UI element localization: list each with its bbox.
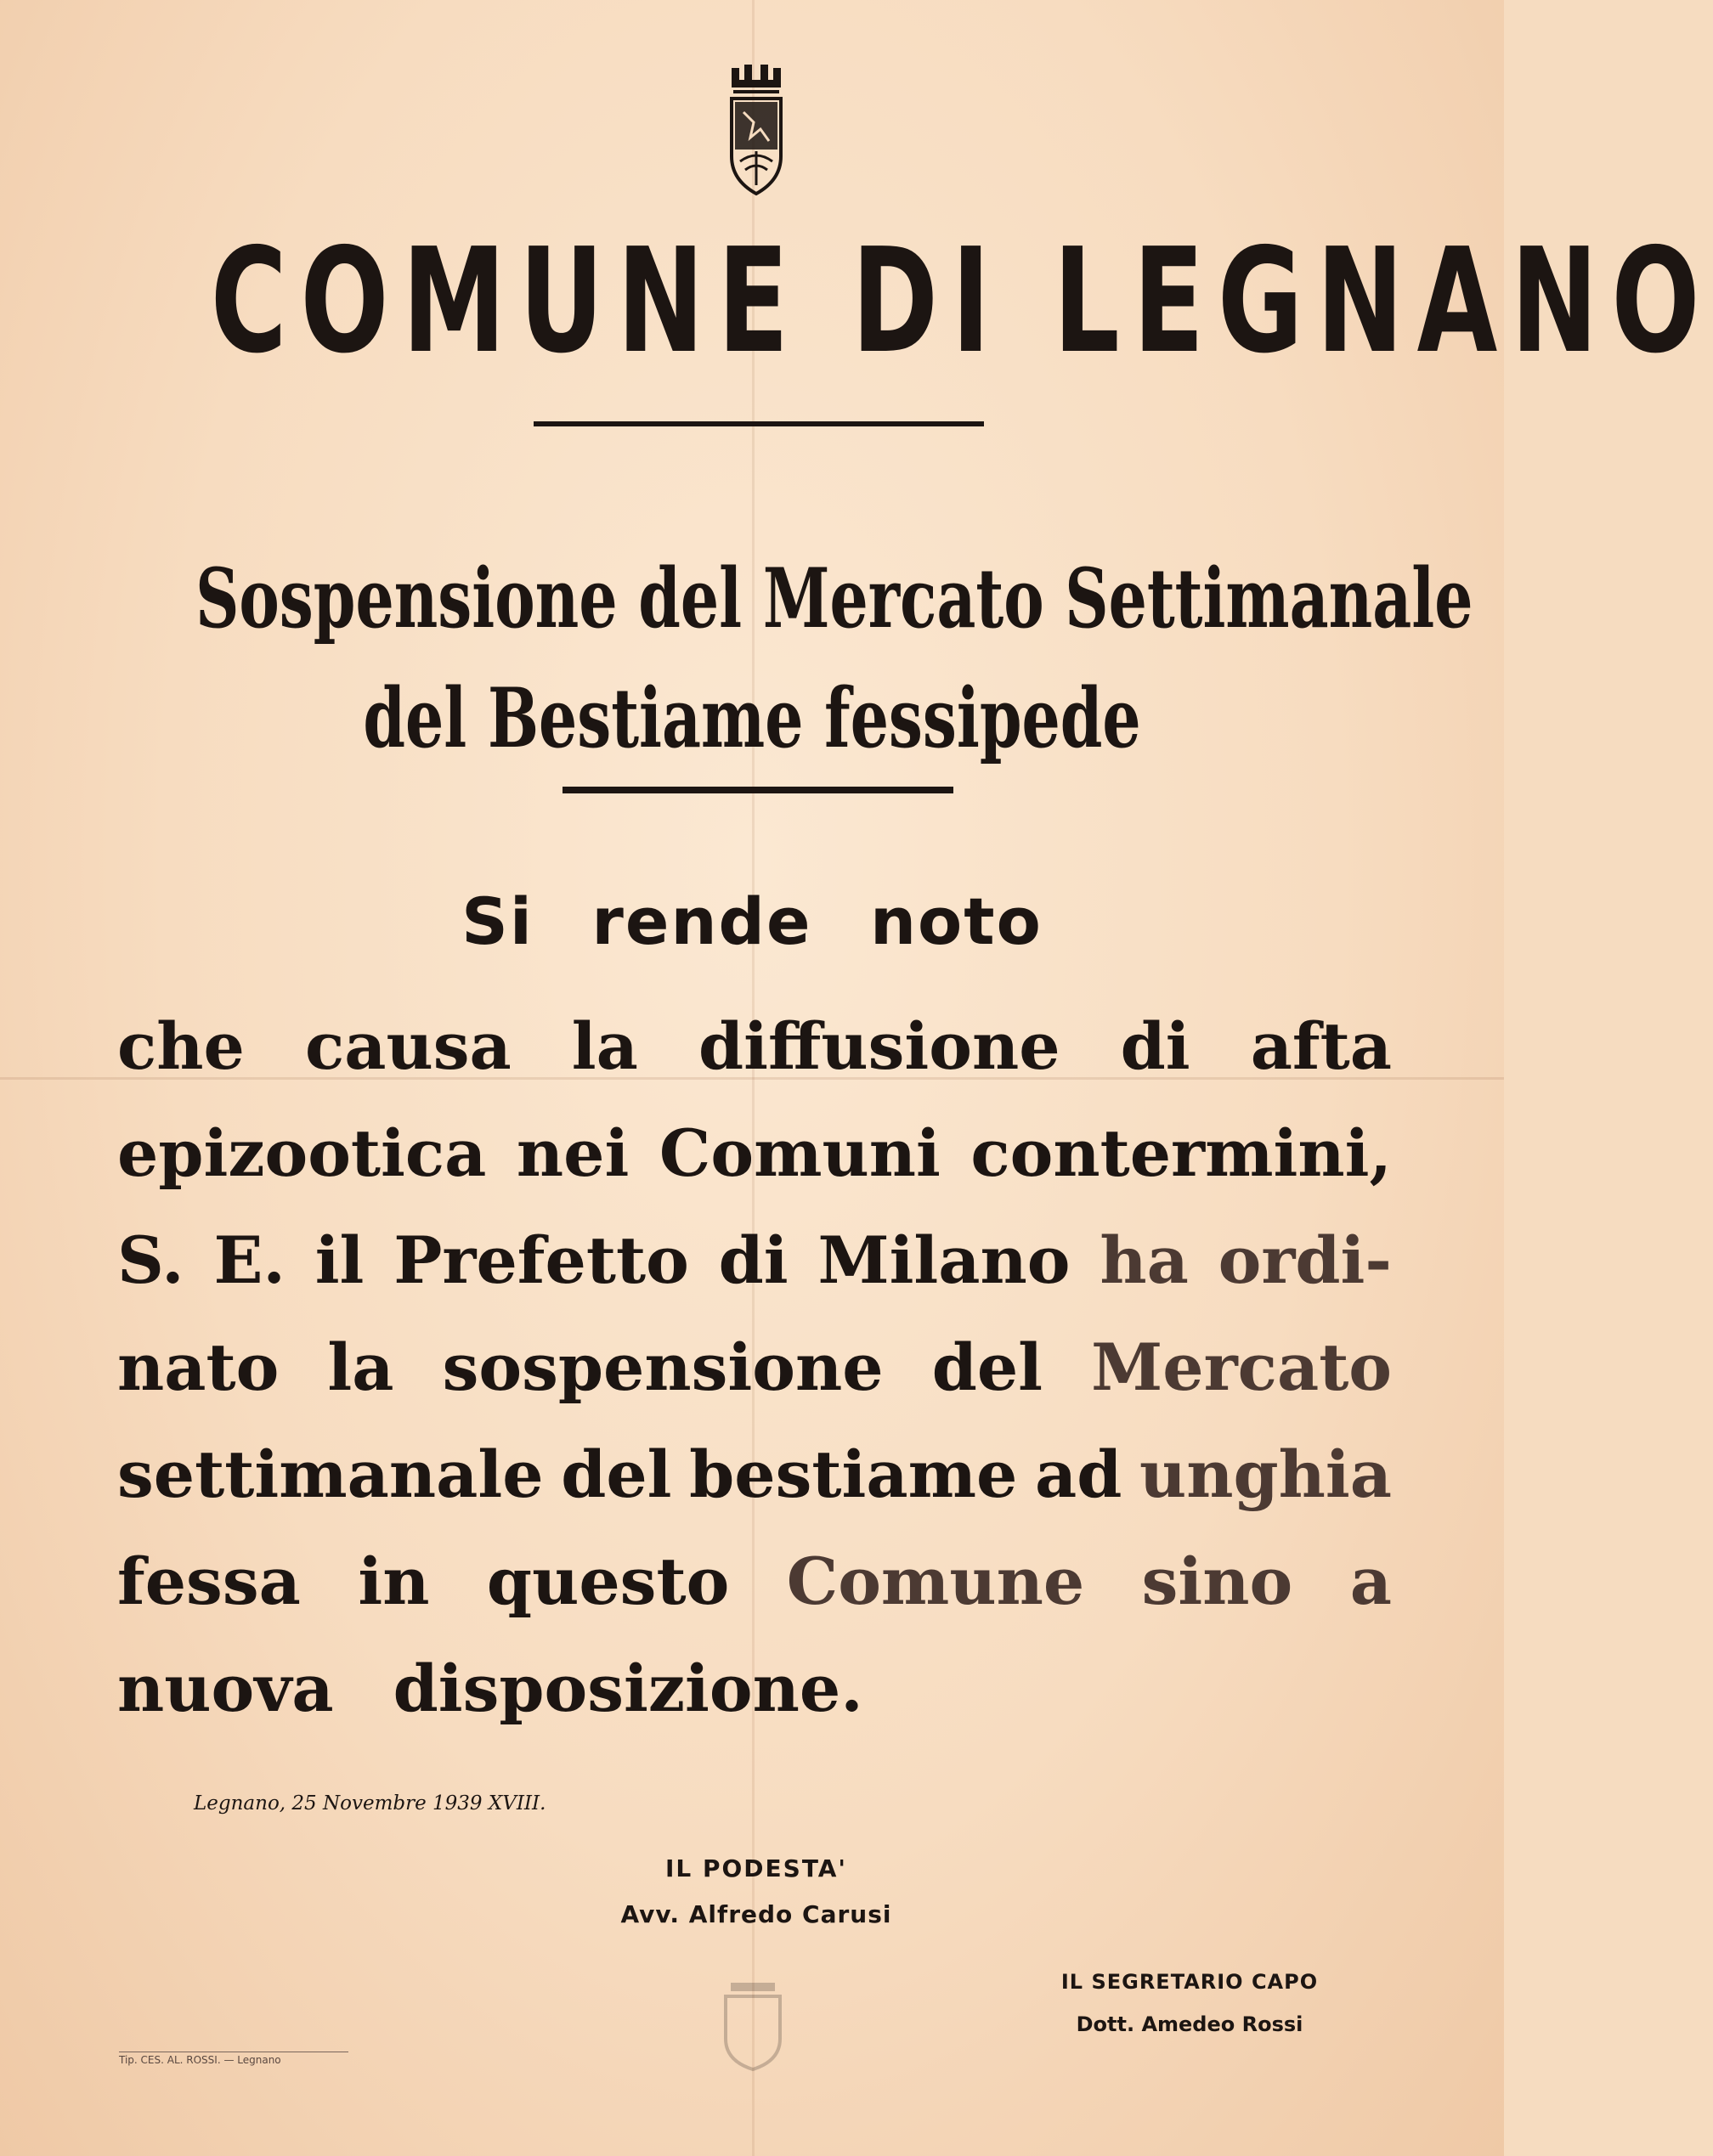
body-word: epizootica [117,1115,487,1191]
body-word: ha [1100,1222,1189,1298]
body-word: S. [117,1222,184,1298]
body-word: contermini, [970,1115,1392,1191]
body-word: ordi- [1218,1222,1392,1298]
subject-underline [563,787,953,793]
body-word: nato [117,1329,280,1405]
body-word: sino [1141,1544,1293,1619]
body-word: bestiame [689,1436,1018,1512]
body-word: il [314,1222,365,1298]
body-word: nei [516,1115,630,1191]
body-line-2 [117,1103,1392,1205]
body-word: Comune [786,1544,1085,1619]
date-line: Legnano, 25 Novembre 1939 XVIII. [194,1792,546,1815]
body-word: a [1349,1544,1392,1619]
title-underline [534,421,984,426]
body-word: sospensione [442,1329,884,1405]
body-word: Milano [817,1222,1071,1298]
body-word: settimanale [117,1436,544,1512]
secretary-role: IL SEGRETARIO CAPO [1060,1970,1319,1994]
body-word: afta [1250,1008,1392,1084]
mayor-name: Avv. Alfredo Carusi [620,1900,892,1928]
printer-imprint: Tip. CES. AL. ROSSI. — Legnano [119,2052,348,2066]
body-word: la [327,1329,394,1405]
body-word: del [561,1436,672,1512]
body-word: di [718,1222,789,1298]
body-word: causa [304,1008,512,1084]
subject-line-1: Sospensione del Mercato Settimanale [195,550,1473,646]
body-word: del [931,1329,1043,1405]
body-word: che [117,1008,245,1084]
body-word: questo [486,1544,730,1619]
body-word: Comuni [659,1115,941,1191]
body-line-1 [117,996,1392,1098]
body-line-5 [117,1424,1392,1526]
body-word: Prefetto [393,1222,689,1298]
announcement-heading: Si rende noto [461,883,1043,959]
body-word: diffusione [698,1008,1060,1084]
body-word: in [358,1544,430,1619]
body-line-7 [117,1638,1392,1740]
crowned-coat-of-arms-icon [726,61,786,197]
body-word: E. [213,1222,286,1298]
municipality-title: COMUNE DI LEGNANO [210,217,1713,386]
body-word: di [1120,1008,1190,1084]
body-line-6 [117,1531,1392,1633]
body-word: ad [1035,1436,1122,1512]
subject-line-2: del Bestiame fessipede [363,670,1141,766]
secretary-name: Dott. Amedeo Rossi [1076,2012,1303,2036]
body-word: Mercato [1091,1329,1392,1405]
body-word: fessa [117,1544,301,1619]
body-word: disposizione. [393,1651,863,1726]
body-word: la [571,1008,638,1084]
mayor-role: IL PODESTA' [664,1854,848,1882]
body-word: nuova [117,1651,334,1726]
body-line-4 [117,1317,1392,1419]
body-line-3 [117,1210,1392,1312]
body-word: unghia [1139,1436,1392,1512]
faint-stamp-icon [719,1979,787,2073]
